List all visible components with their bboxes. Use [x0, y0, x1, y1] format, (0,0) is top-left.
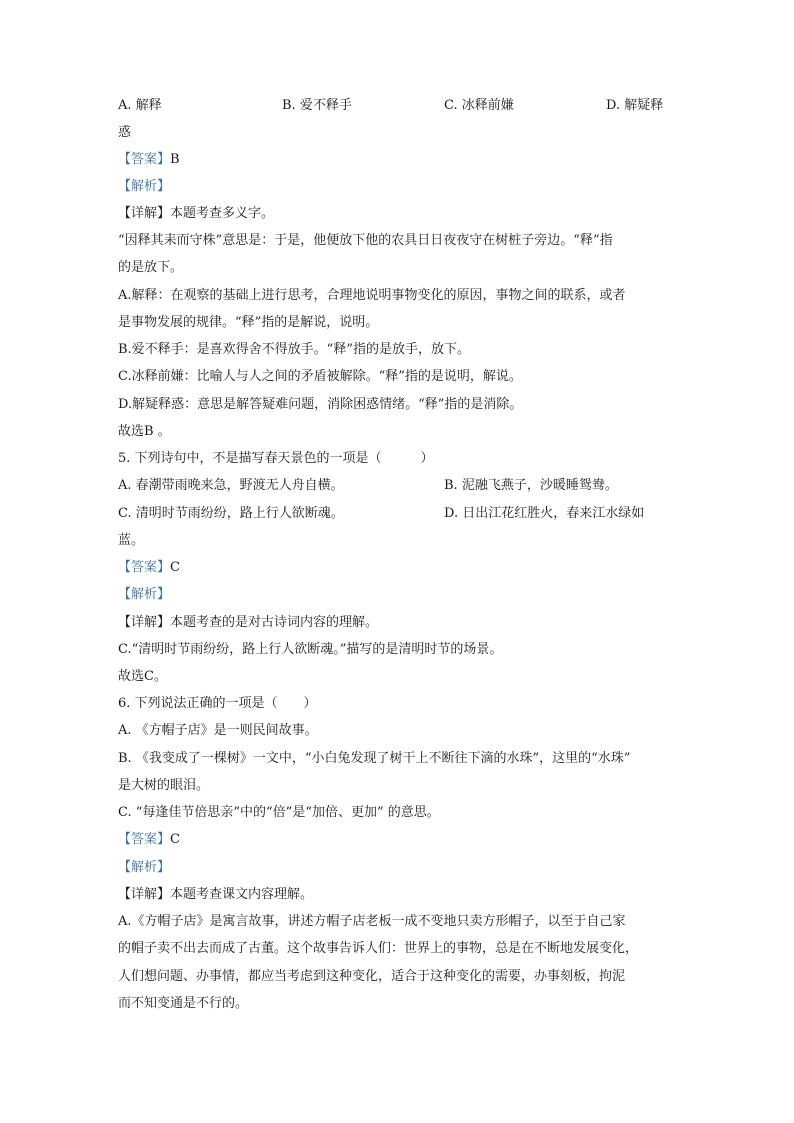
analysis-tag: 【解析】	[118, 860, 171, 875]
answer-tag: 【答案】	[118, 560, 171, 575]
analysis-tag: 【解析】	[118, 587, 171, 602]
text-line: 人们想问题、办事情，都应当考虑到这种变化，适合于这种变化的需要，办事刻板，拘泥	[118, 969, 626, 984]
q4-option-d: D. 解疑释	[606, 98, 664, 113]
q5-answer-line	[118, 559, 180, 577]
q4-option-b: B. 爱不释手	[282, 98, 352, 113]
q4-option-a: A. 解释	[118, 98, 162, 113]
q6-option-b-wrap: 是大树的眼泪。	[118, 778, 210, 793]
text-line: 是事物发展的规律。“释”指的是解说，说明。	[118, 315, 379, 330]
text-line: C.“清明时节雨纷纷，路上行人欲断魂。”描写的是清明时节的场景。	[118, 642, 503, 657]
q4-option-d-wrap: 惑	[118, 125, 132, 140]
q5-option-d: D. 日出江花红胜火，春来江水绿如	[444, 506, 645, 521]
answer-value: B	[170, 152, 180, 167]
answer-tag: 【答案】	[118, 832, 171, 847]
q5-detail-line	[118, 614, 378, 632]
answer-value: C	[170, 832, 180, 847]
text-line: D.解疑释惑：意思是解答疑难问题，消除困惑情绪。“释”指的是消除。	[118, 397, 523, 412]
q6-option-a: A. 《方帽子店》是一则民间故事。	[118, 723, 318, 738]
detail-tag: 【详解】	[118, 206, 171, 221]
detail-intro: 本题考查的是对古诗词内容的理解。	[170, 615, 379, 630]
text-line: B.爱不释手：是喜欢得舍不得放手。“释”指的是放手，放下。	[118, 342, 470, 357]
answer-tag: 【答案】	[118, 152, 171, 167]
q6-option-b: B. 《我变成了一棵树》一文中，“小白兔发现了树干上不断往下滴的水珠”，这里的“水珠”	[118, 751, 631, 766]
analysis-tag: 【解析】	[118, 179, 171, 194]
detail-intro: 本题考查课文内容理解。	[170, 887, 314, 902]
text-line: “因释其耒而守株”意思是：于是，他便放下他的农具日日夜夜守在树桩子旁边。“释”指	[118, 233, 613, 248]
q4-answer-line	[118, 151, 180, 169]
text-line: A.《方帽子店》是寓言故事，讲述方帽子店老板一成不变地只卖方形帽子，以至于自己家	[118, 914, 626, 929]
text-line: C.冰释前嫌：比喻人与人之间的矛盾被解除。“释”指的是说明，解说。	[118, 369, 522, 384]
text-line: A.解释：在观察的基础上进行思考，合理地说明事物变化的原因，事物之间的联系，或者	[118, 288, 626, 303]
text-line: 而不知变通是不行的。	[118, 996, 249, 1011]
detail-intro: 本题考查多义字。	[170, 206, 275, 221]
q6-answer-line	[118, 831, 180, 849]
q6-question: 6. 下列说法正确的一项是（ ）	[118, 696, 317, 711]
answer-value: C	[170, 560, 180, 575]
q5-option-b: B. 泥融飞燕子，沙暖睡鸳鸯。	[444, 478, 618, 493]
q5-option-a: A. 春潮带雨晚来急，野渡无人舟自横。	[118, 478, 344, 493]
q5-option-c: C. 清明时节雨纷纷，路上行人欲断魂。	[118, 506, 344, 521]
q6-option-c: C. “每逢佳节倍思亲”中的“倍”是“加倍、更加” 的意思。	[118, 805, 440, 820]
q4-detail-line	[118, 205, 274, 223]
text-line: 故选B 。	[118, 424, 171, 439]
q4-option-c: C. 冰释前嫌	[444, 98, 514, 113]
q5-option-d-wrap: 蓝。	[118, 533, 145, 548]
detail-tag: 【详解】	[118, 615, 171, 630]
text-line: 故选C。	[118, 669, 167, 684]
q6-detail-line	[118, 886, 313, 904]
text-line: 的帽子卖不出去而成了古董。这个故事告诉人们：世界上的事物，总是在不断地发展变化，	[118, 941, 639, 956]
detail-tag: 【详解】	[118, 887, 171, 902]
text-line: 的是放下。	[118, 260, 184, 275]
q5-question: 5. 下列诗句中，不是描写春天景色的一项是（ ）	[118, 451, 434, 466]
